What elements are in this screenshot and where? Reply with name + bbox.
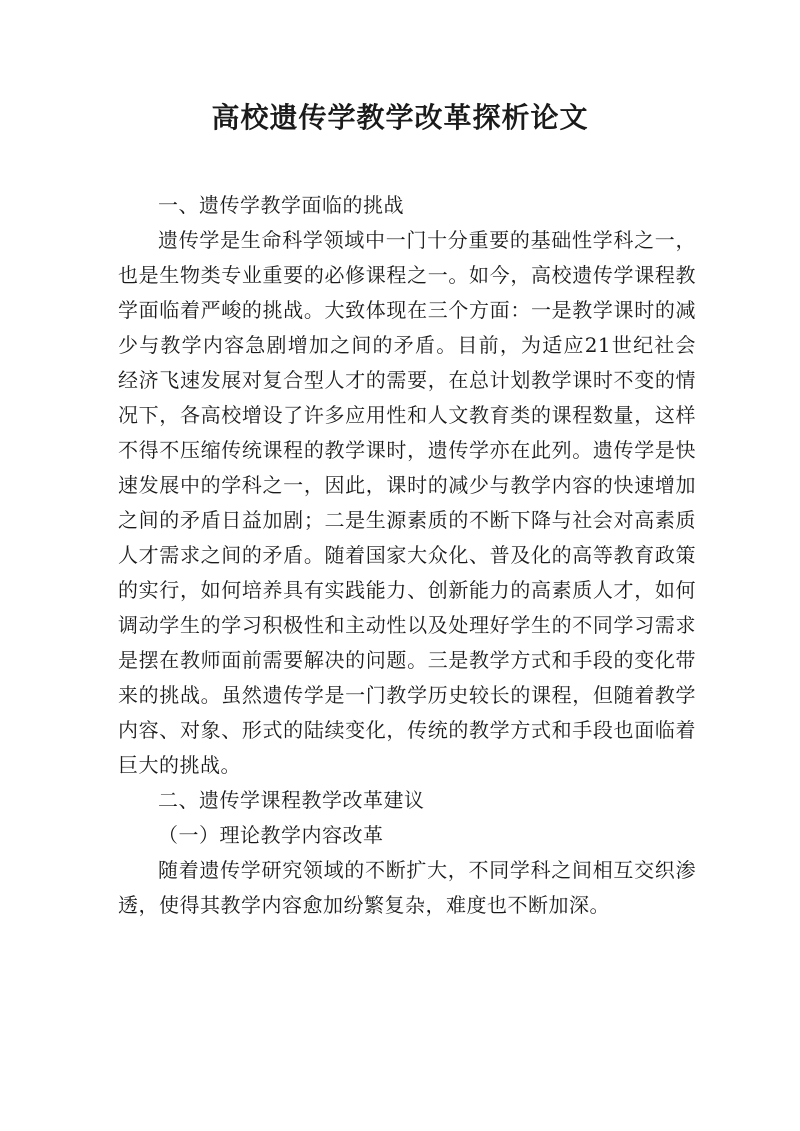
document-title: 高校遗传学教学改革探析论文 bbox=[211, 101, 589, 134]
section-heading-reform-suggestions: 二、遗传学课程教学改革建议 bbox=[158, 788, 425, 812]
body-paragraph-theory-content: 随着遗传学研究领域的不断扩大，不同学科之间相互交织渗透，使得其教学内容愈加纷繁复杂，难度也不断加深。 bbox=[118, 858, 696, 917]
section-heading-challenges: 一、遗传学教学面临的挑战 bbox=[158, 193, 404, 217]
body-paragraph-challenges: 遗传学是生命科学领域中一门十分重要的基础性学科之一，也是生物类专业重要的必修课程之一。如今，高校遗传学课程教学面临着严峻的挑战。大致体现在三个方面：一是教学课时的减少与教学内容急剧增加之间的矛盾。目前，为适应21世纪社会经济飞速发展对复合型人才的需要，在总计划教学课时不变的情况下，各高校增设了许多应用性和人文教育类的课程数量，这样不得不压缩传统课程的教学课时，遗传学亦在此列。遗传学是快速发展中的学科之一，因此，课时的减少与教学内容的快速增加之间的矛盾日益加剧；二是生源素质的不断下降与社会对高素质人才需求之间的矛盾。随着国家大众化、普及化的高等教育政策的实行，如何培养具有实践能力、创新能力的高素质人才，如何调动学生的学习积极性和主动性以及处理好学生的不同学习需求是摆在教师面前需要解决的问题。三是教学方式和手段的变化带来的挑战。虽然遗传学是一门教学历史较长的课程，但随着教学内容、对象、形式的陆续变化，传统的教学方式和手段也面临着巨大的挑战。 bbox=[118, 228, 696, 777]
document-body bbox=[118, 188, 696, 923]
subsection-heading-theory-content: （一）理论教学内容改革 bbox=[158, 823, 384, 847]
